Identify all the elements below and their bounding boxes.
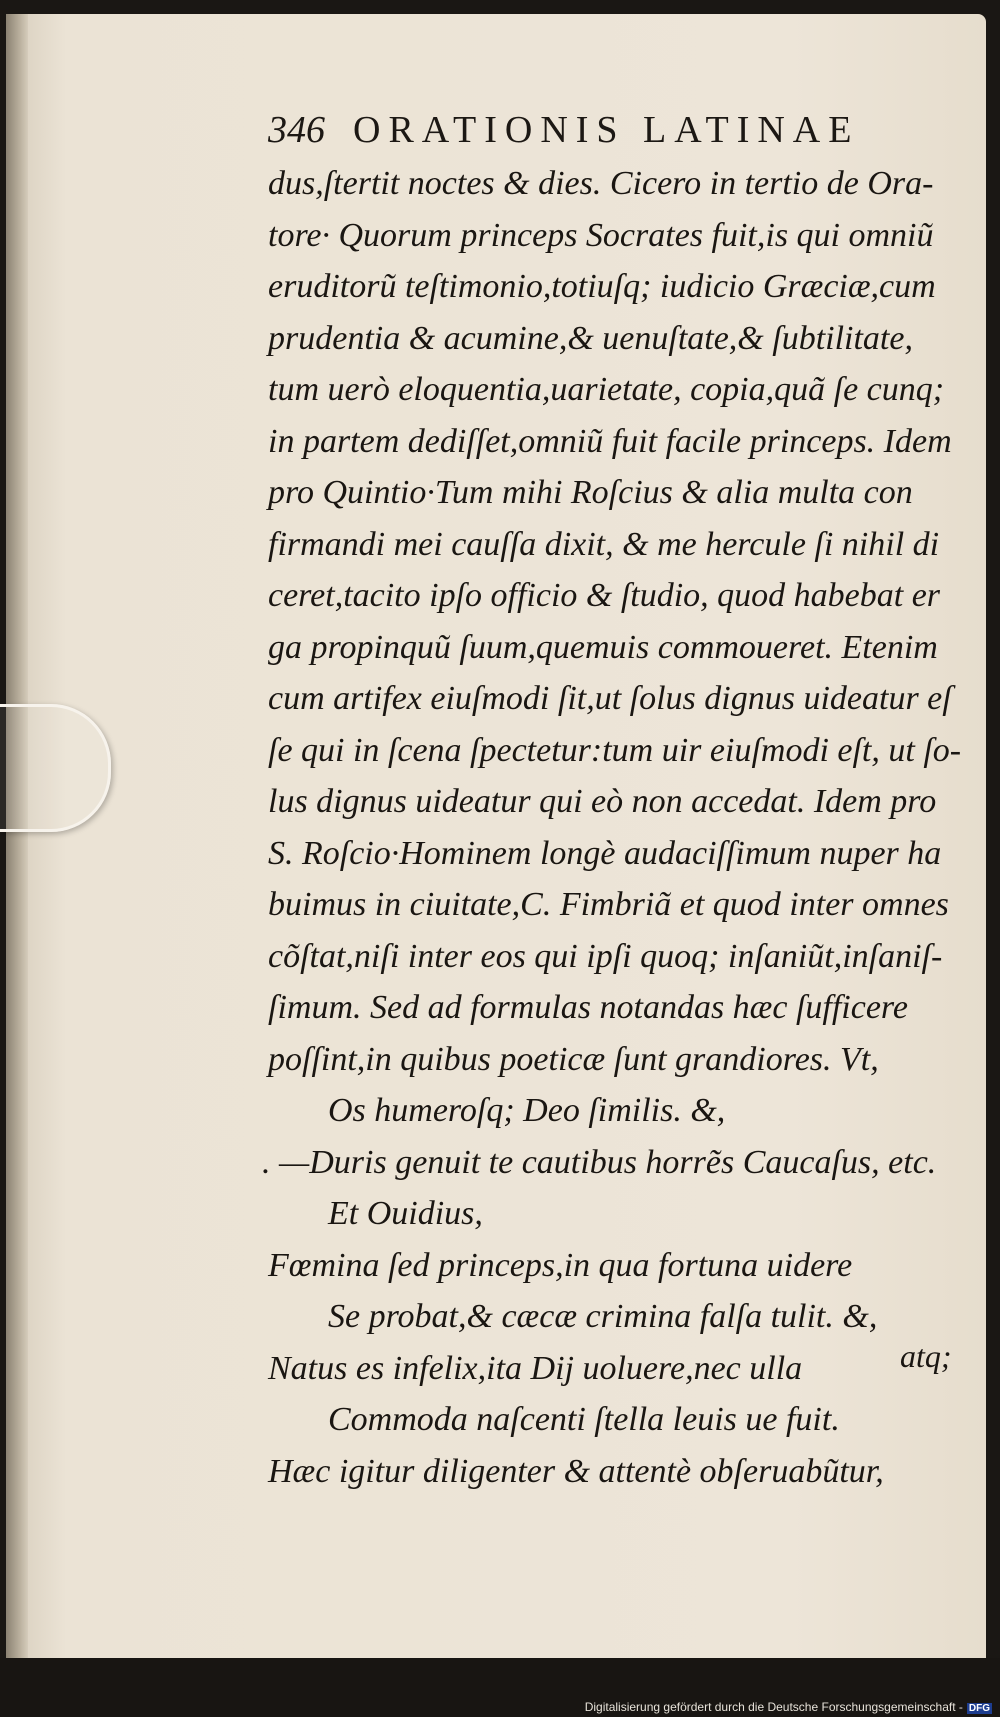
verse-line: Natus es infelix,ita Dij uoluere,nec ulla bbox=[268, 1349, 803, 1387]
text-line: ga propinquũ ſuum,quemuis commoueret. Etenim bbox=[268, 628, 938, 666]
text-line: ceret,tacito ipſo officio & ſtudio, quod habebat er bbox=[268, 577, 941, 614]
verse-line: Fœmina ſed princeps,in qua fortuna uidere bbox=[268, 1246, 853, 1284]
page-clip bbox=[0, 704, 111, 832]
verse-line: Hæc igitur diligenter & attentè obſeruabũtur, bbox=[268, 1452, 884, 1490]
text-line: cõſtat,niſi inter eos qui ipſi quoq; inſaniũt,inſaniſ- bbox=[268, 937, 943, 975]
text-line: lus dignus uideatur qui eò non accedat. Idem pro bbox=[268, 783, 937, 820]
text-line: pro Quintio·Tum mihi Roſcius & alia multa con bbox=[268, 474, 913, 511]
text-line: cum artifex eiuſmodi ſit,ut ſolus dignus uideatur eſ bbox=[268, 680, 952, 717]
verse-line: . —Duris genuit te cautibus horrẽs Caucaſus, etc. bbox=[262, 1143, 937, 1181]
text-line: firmandi mei cauſſa dixit, & me hercule ſi nihil di bbox=[268, 525, 940, 563]
running-title: ORATIONIS LATINAE bbox=[353, 109, 860, 151]
text-line: tum uerò eloquentia,uarietate, copia,quã ſe cunq; bbox=[268, 371, 945, 408]
text-line: ſimum. Sed ad formulas notandas hæc ſufficere bbox=[268, 989, 908, 1026]
catchword: atq; bbox=[900, 1338, 952, 1374]
verse-line: Os humeroſq; Deo ſimilis. &, bbox=[328, 1092, 726, 1129]
text-line: eruditorũ teſtimonio,totiuſq; iudicio Græciæ,cum bbox=[268, 268, 936, 305]
dfg-logo: DFG bbox=[968, 1703, 990, 1714]
text-line: in partem dediſſet,omniũ fuit facile princeps. Idem bbox=[268, 422, 952, 460]
verse-line: Commoda naſcenti ſtella leuis ue fuit. bbox=[328, 1401, 840, 1438]
text-line: buimus in ciuitate,C. Fimbriã et quod inter omnes bbox=[268, 886, 949, 923]
text-line: prudentia & acumine,& uenuſtate,& ſubtilitate, bbox=[268, 319, 913, 357]
verse-line: Et Ouidius, bbox=[328, 1195, 483, 1232]
digitization-footer bbox=[585, 1700, 992, 1714]
page-gutter bbox=[6, 14, 28, 1689]
text-line: ſe qui in ſcena ſpectetur:tum uir eiuſmodi eſt, ut ſo- bbox=[268, 731, 962, 769]
verse-line: Se probat,& cæcæ crimina falſa tulit. &, bbox=[328, 1298, 878, 1335]
text-line: S. Roſcio·Hominem longè audaciſſimum nuper ha bbox=[268, 834, 942, 872]
text-line: tore· Quorum princeps Socrates fuit,is qui omniũ bbox=[268, 216, 934, 254]
text-body bbox=[262, 158, 962, 1497]
text-line: poſſint,in quibus poeticæ ſunt grandiores. Vt, bbox=[268, 1040, 879, 1078]
footer-text: Digitalisierung gefördert durch die Deutsche Forschungsgemeinschaft - bbox=[584, 1700, 963, 1714]
page-header bbox=[268, 108, 908, 152]
text-line: dus,ſtertit noctes & dies. Cicero in tertio de Ora- bbox=[268, 165, 934, 202]
page-number: 346 bbox=[268, 109, 325, 151]
